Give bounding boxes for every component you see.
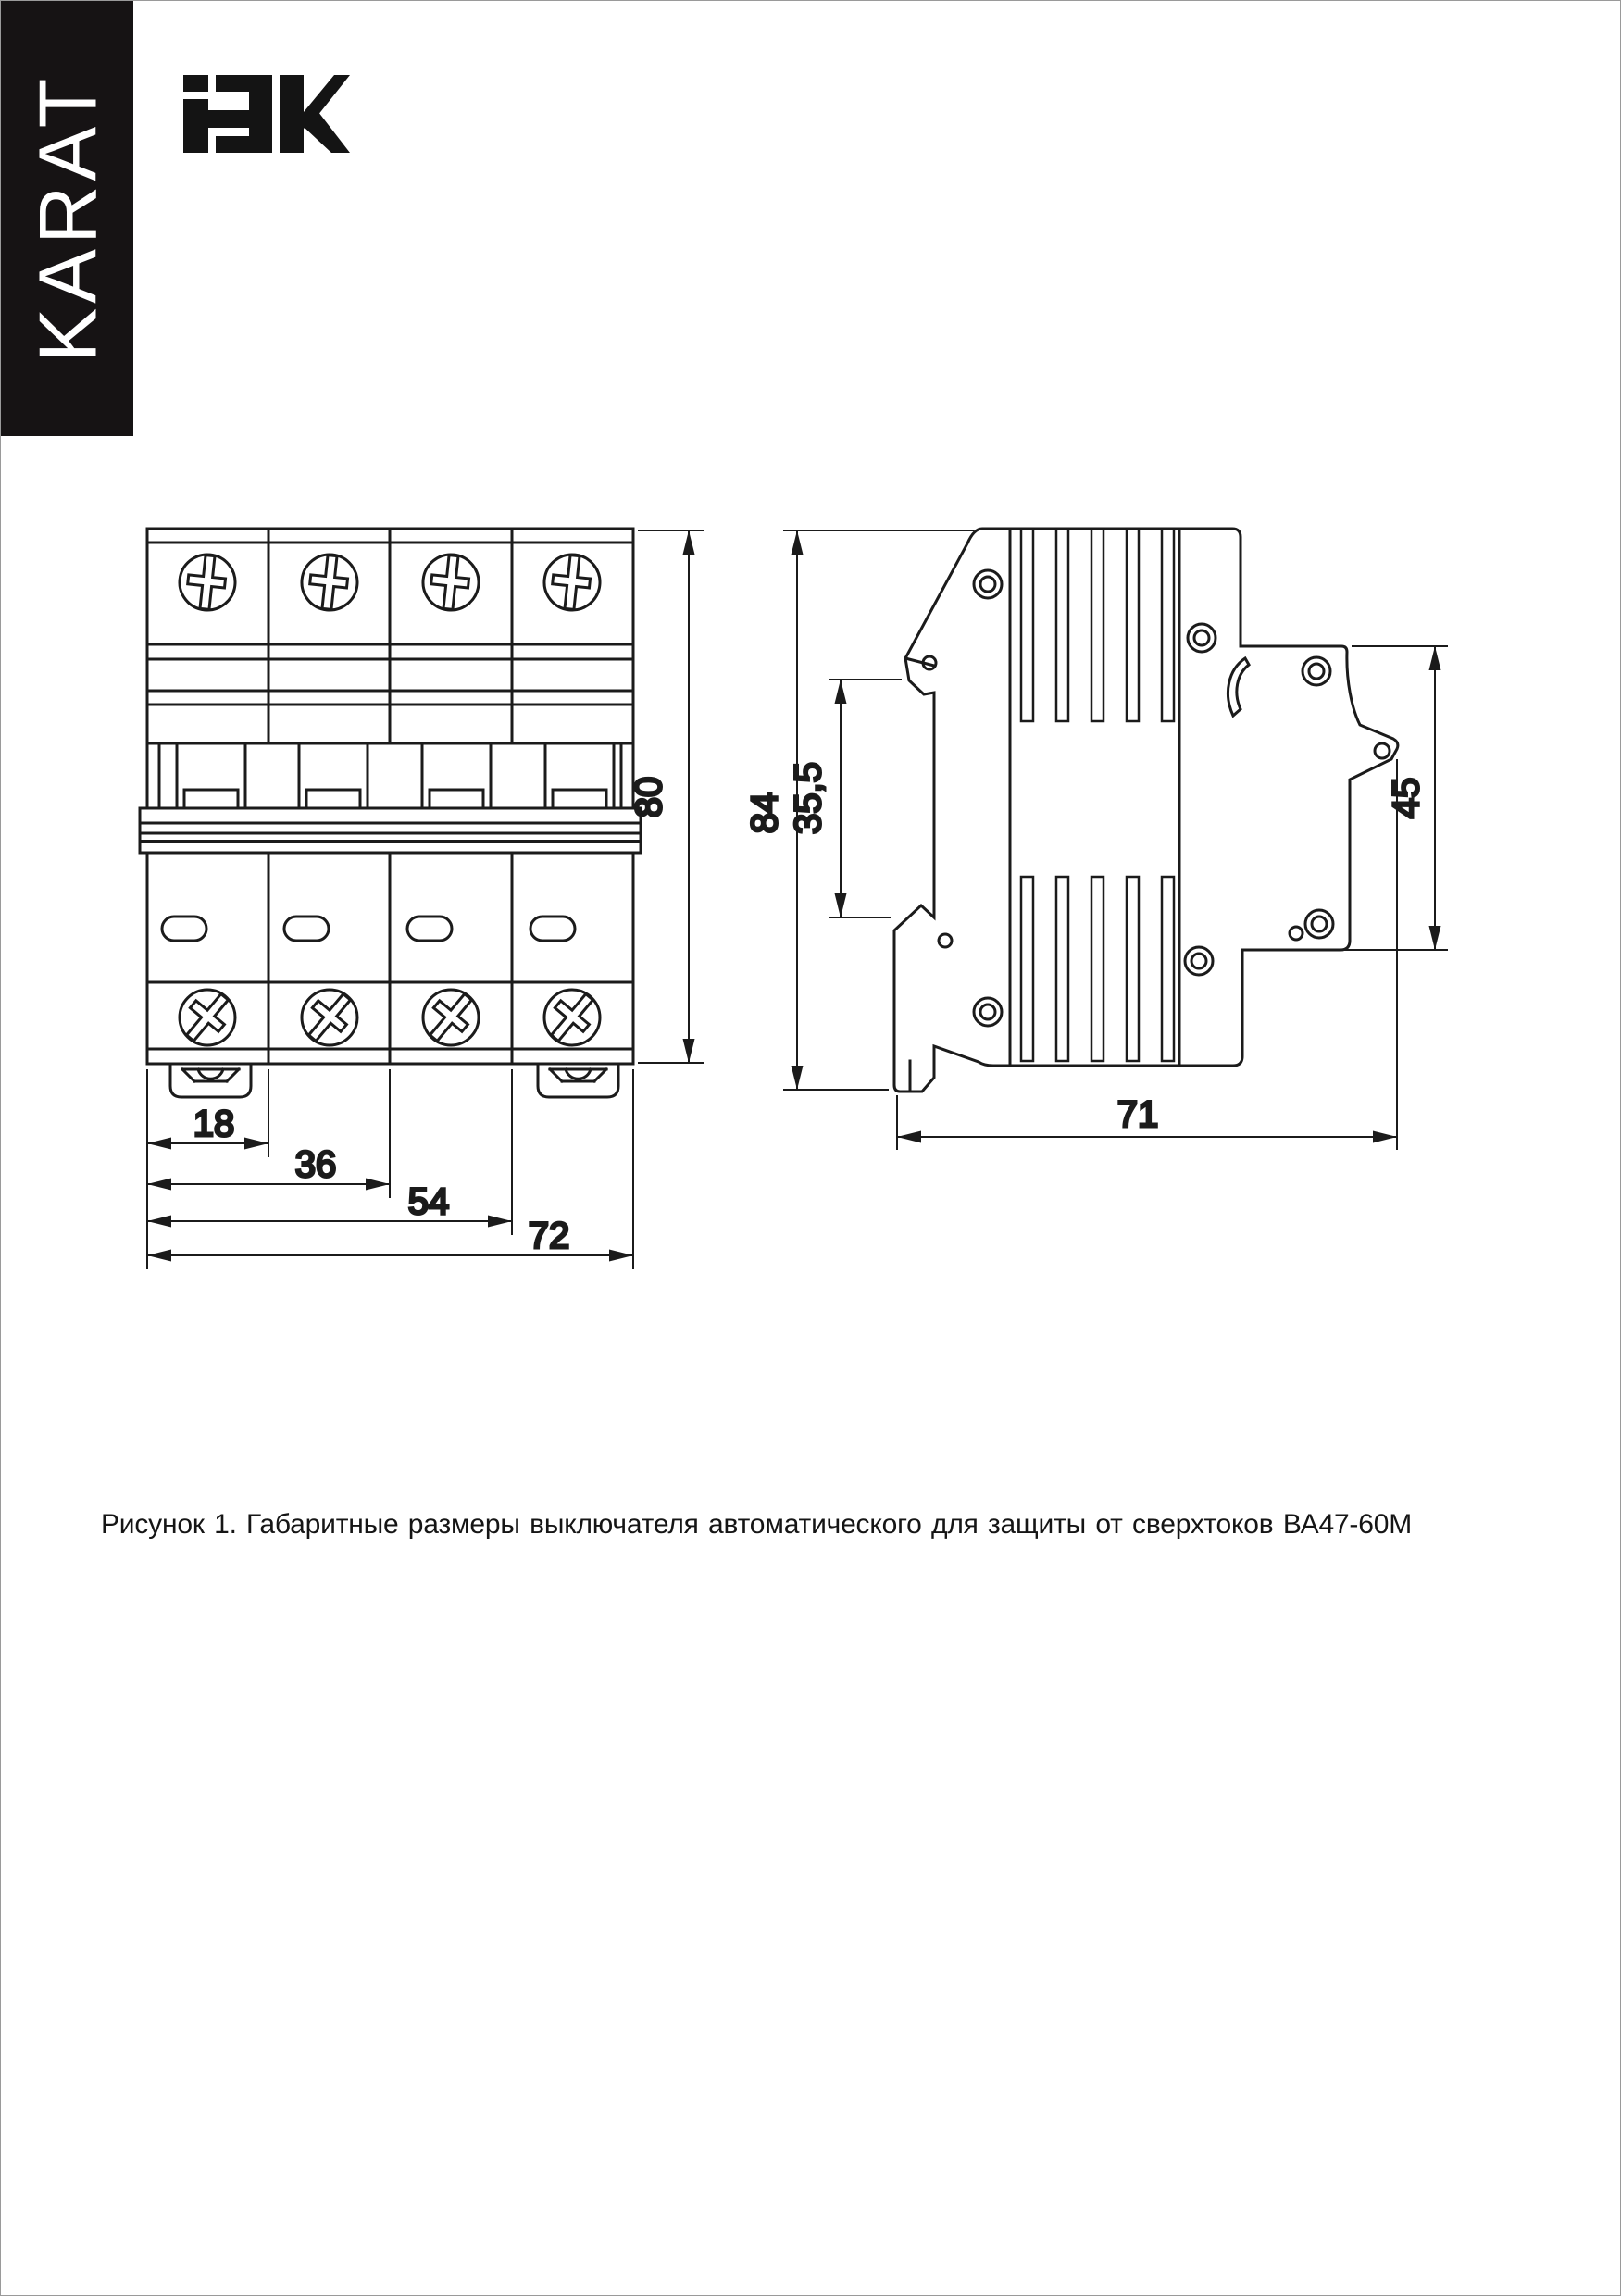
side-vent-slots-bottom	[1021, 877, 1174, 1061]
side-vent-slots-top	[1021, 529, 1174, 721]
side-dim-arrows	[792, 530, 1441, 1143]
front-handle-bar	[140, 808, 641, 853]
front-toggle-levers	[177, 743, 614, 808]
front-dim-36: 36	[294, 1144, 337, 1185]
side-dim-45: 45	[1386, 777, 1427, 819]
karat-series-label: KARAT	[21, 73, 114, 363]
front-view-drawing	[140, 529, 703, 1268]
side-dim-84: 84	[744, 792, 785, 834]
front-dim-54: 54	[407, 1181, 450, 1222]
front-dim-extensions	[147, 530, 703, 1268]
front-dim-72: 72	[528, 1216, 570, 1256]
front-dim-arrows	[147, 530, 695, 1262]
side-dim-extensions	[784, 530, 1447, 1149]
front-din-clips	[170, 1064, 618, 1097]
side-rivets	[923, 570, 1390, 1026]
figure-caption: Рисунок 1. Габаритные размеры выключателя автоматического для защиты от сверхтоков ВА47-60М	[101, 1509, 1412, 1540]
side-view-drawing	[744, 529, 1447, 1149]
side-dim-71: 71	[1116, 1094, 1159, 1135]
side-dim-35-5: 35,5	[788, 762, 829, 834]
side-curved-slot	[1228, 658, 1249, 716]
front-dim-18: 18	[193, 1104, 235, 1144]
dimension-drawing	[1, 1, 1621, 2296]
front-dim-80: 80	[629, 776, 669, 818]
